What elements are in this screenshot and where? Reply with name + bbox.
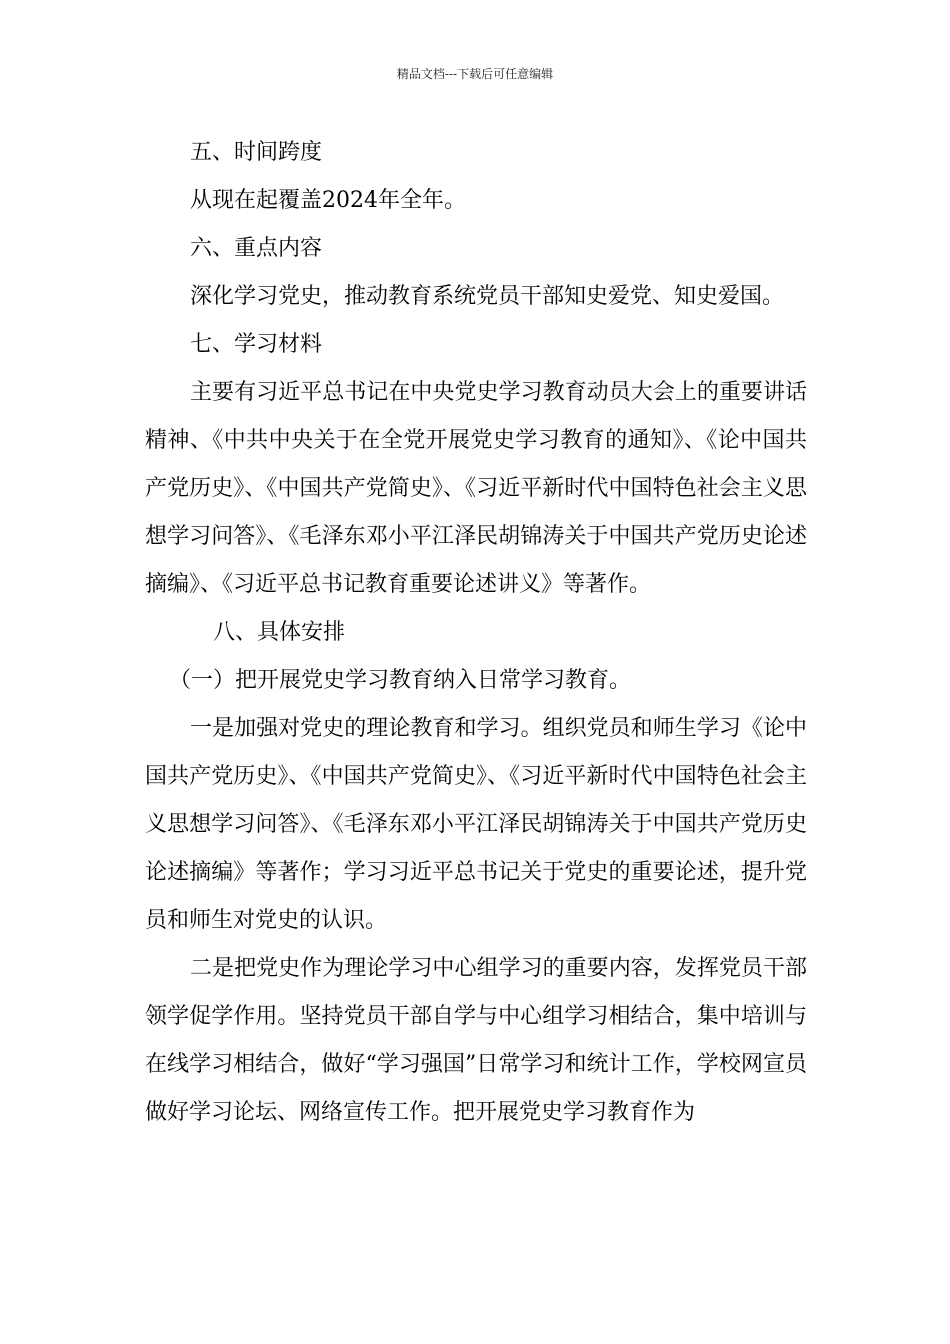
section-heading-7: 七、学习材料 bbox=[190, 332, 323, 357]
section-heading-6: 六、重点内容 bbox=[190, 236, 323, 261]
paragraph-item-one: 一是加强对党史的理论教育和学习。组织党员和师生学习《论中国共产党历史》、《中国共产党简史》、《习近平新时代中国特色社会主义思想学习问答》、《毛泽东邓小平江泽民胡锦涛关于中国共产党历史论述摘编》等著作；学习习近平总书记关于党史的重要论述，提升党员和师生对党史的认识。 bbox=[145, 716, 807, 933]
paragraph-time-span: 从现在起覆盖2024年全年。 bbox=[190, 188, 466, 213]
paragraph-key-content: 深化学习党史，推动教育系统党员干部知史爱党、知史爱国。 bbox=[190, 284, 785, 309]
paragraph-item-two: 二是把党史作为理论学习中心组学习的重要内容，发挥党员干部领学促学作用。坚持党员干部自学与中心组学习相结合，集中培训与在线学习相结合，做好“学习强国”日常学习和统计工作，学校网宣员做好学习论坛、网络宣传工作。把开展党史学习教育作为 bbox=[145, 956, 807, 1125]
section-heading-5: 五、时间跨度 bbox=[190, 140, 323, 165]
section-heading-8: 八、具体安排 bbox=[213, 620, 346, 645]
page-header: 精品文档---下载后可任意编辑 bbox=[396, 67, 554, 81]
document-body bbox=[145, 129, 807, 1137]
paragraph-study-materials: 主要有习近平总书记在中央党史学习教育动员大会上的重要讲话精神、《中共中央关于在全党开展党史学习教育的通知》、《论中国共产党历史》、《中国共产党简史》、《习近平新时代中国特色社会主义思想学习问答》、《毛泽东邓小平江泽民胡锦涛关于中国共产党历史论述摘编》、《习近平总书记教育重要论述讲义》等著作。 bbox=[145, 380, 807, 597]
subsection-heading-1: （一）把开展党史学习教育纳入日常学习教育。 bbox=[169, 668, 632, 693]
